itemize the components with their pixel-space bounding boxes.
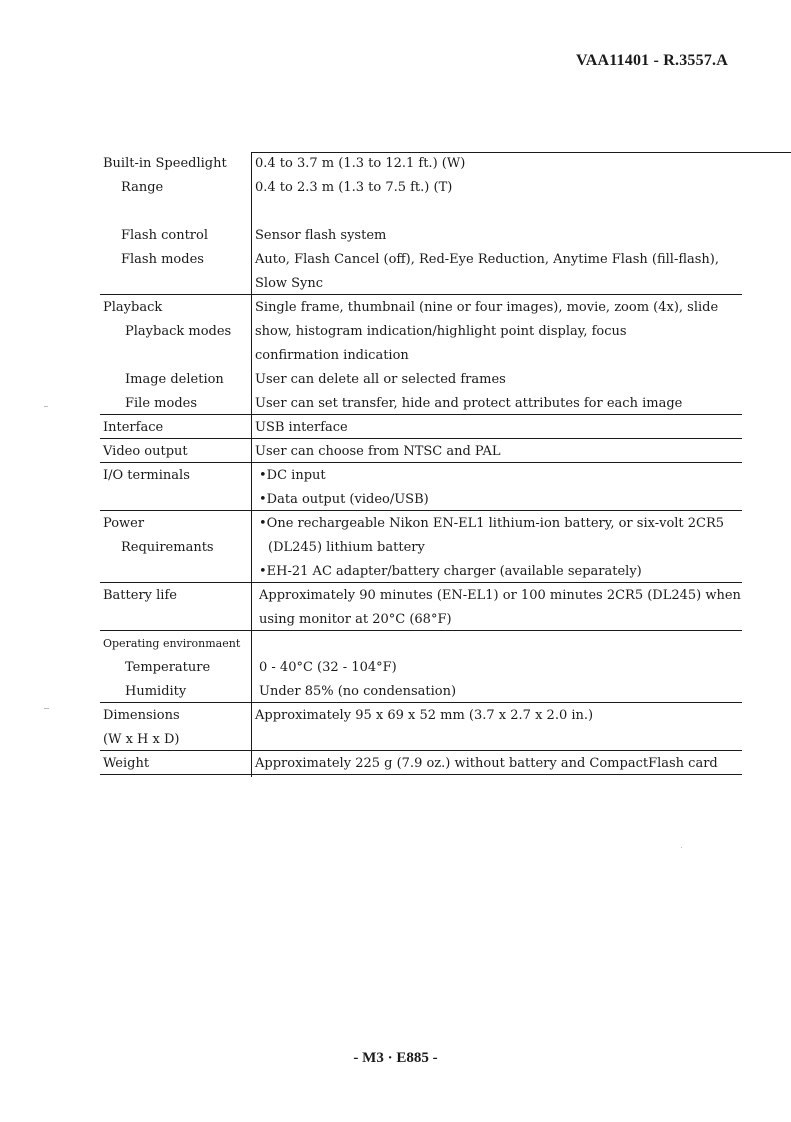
spec-section-interface — [100, 416, 743, 440]
spec-value-playback-modes-2: show, histogram indication/highlight point display, focus — [255, 324, 627, 339]
spec-label-flash-control: Flash control — [121, 228, 209, 243]
spec-value-battery-life-1: Approximately 90 minutes (EN-EL1) or 100 minutes 2CR5 (DL245) when — [259, 588, 741, 603]
spec-value-image-deletion: User can delete all or selected frames — [255, 372, 506, 387]
spec-label-io-terminals: I/O terminals — [103, 468, 190, 483]
scan-speck — [44, 708, 49, 709]
spec-label-speedlight: Built-in Speedlight — [103, 156, 227, 171]
spec-value-battery-life-2: using monitor at 20°C (68°F) — [259, 612, 452, 627]
spec-section-video-output — [100, 440, 743, 464]
spec-label-humidity: Humidity — [125, 684, 187, 699]
spec-label-playback: Playback — [103, 300, 163, 315]
spec-label-power: Power — [103, 516, 145, 531]
spec-value-playback-modes-1: Single frame, thumbnail (nine or four images), movie, zoom (4x), slide — [255, 300, 719, 315]
spec-value-flash-control: Sensor flash system — [255, 228, 387, 243]
spec-section-battery-life — [100, 584, 743, 632]
spec-label-image-deletion: Image deletion — [125, 372, 224, 387]
spec-value-flash-modes-2: Slow Sync — [255, 276, 324, 291]
spec-label-file-modes: File modes — [125, 396, 198, 411]
spec-value-humidity: Under 85% (no condensation) — [259, 684, 457, 699]
spec-value-power-3: •EH-21 AC adapter/battery charger (available separately) — [259, 564, 642, 579]
spec-value-file-modes: User can set transfer, hide and protect attributes for each image — [255, 396, 683, 411]
spec-value-dimensions: Approximately 95 x 69 x 52 mm (3.7 x 2.7 x 2.0 in.) — [255, 708, 594, 723]
spec-label-temperature: Temperature — [125, 660, 211, 675]
spec-label-battery-life: Battery life — [103, 588, 177, 603]
spec-value-temperature: 0 - 40°C (32 - 104°F) — [259, 660, 397, 675]
spec-value-io-data-output: •Data output (video/USB) — [259, 492, 429, 507]
spec-label-range: Range — [121, 180, 164, 195]
spec-value-power-2: (DL245) lithium battery — [268, 540, 425, 555]
spec-value-flash-modes-1: Auto, Flash Cancel (off), Red-Eye Reduction, Anytime Flash (fill-flash), — [255, 252, 720, 267]
spec-value-video-output: User can choose from NTSC and PAL — [255, 444, 501, 459]
spec-section-weight — [100, 752, 743, 776]
spec-label-flash-modes: Flash modes — [121, 252, 204, 267]
spec-value-interface: USB interface — [255, 420, 348, 435]
page-footer: - M3 · E885 - — [353, 1050, 438, 1066]
document-reference: VAA11401 - R.3557.A — [576, 52, 728, 69]
spec-value-playback-modes-3: confirmation indication — [255, 348, 409, 363]
spec-label-environment: Operating environmaent — [103, 637, 241, 650]
spec-label-video-output: Video output — [103, 444, 188, 459]
spec-label-dimensions-axes: (W x H x D) — [103, 732, 180, 747]
spec-label-playback-modes: Playback modes — [125, 324, 232, 339]
spec-value-power-1: •One rechargeable Nikon EN-EL1 lithium-ion battery, or six-volt 2CR5 — [259, 516, 725, 531]
spec-value-weight: Approximately 225 g (7.9 oz.) without battery and CompactFlash card — [255, 756, 718, 771]
spec-section-io-terminals — [100, 464, 743, 512]
spec-section-power — [100, 512, 743, 584]
spec-label-interface: Interface — [103, 420, 164, 435]
spec-label-weight: Weight — [103, 756, 150, 771]
scan-speck — [44, 406, 48, 407]
spec-value-range-wide: 0.4 to 3.7 m (1.3 to 12.1 ft.) (W) — [255, 156, 466, 171]
spec-value-range-tele: 0.4 to 2.3 m (1.3 to 7.5 ft.) (T) — [255, 180, 453, 195]
scan-speck — [681, 847, 682, 848]
spec-label-dimensions: Dimensions — [103, 708, 180, 723]
spec-section-playback — [100, 296, 743, 416]
spec-section-dimensions — [100, 704, 743, 752]
spec-value-io-dc-input: •DC input — [259, 468, 326, 483]
spec-section-speedlight — [100, 152, 743, 296]
spec-label-requirements: Requiremants — [121, 540, 214, 555]
specifications-table — [100, 152, 743, 776]
spec-section-environment — [100, 632, 743, 704]
